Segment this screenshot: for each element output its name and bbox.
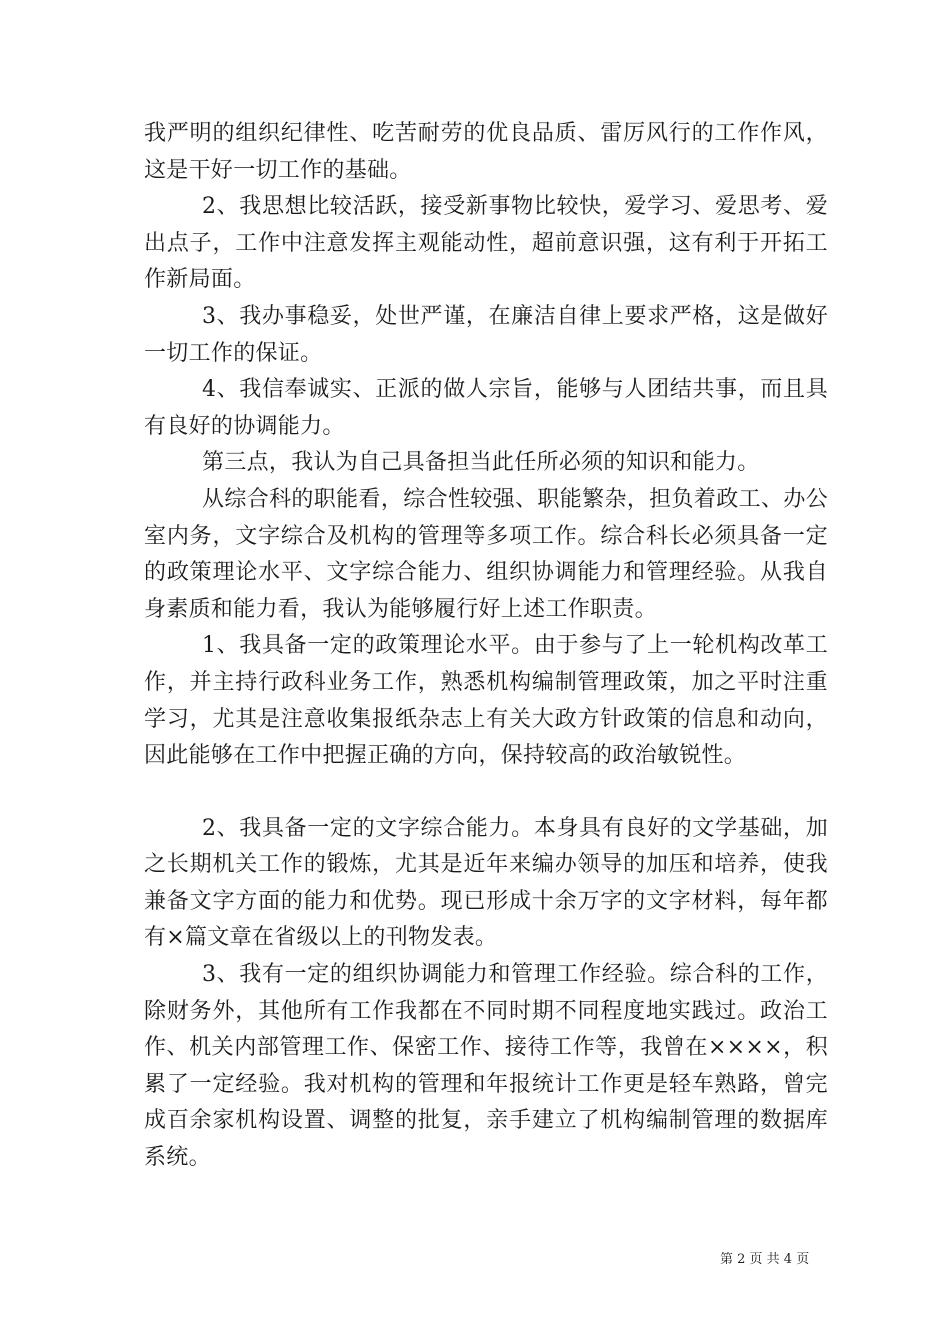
paragraph-ability-1: 1、我具备一定的政策理论水平。由于参与了上一轮机构改革工作，并主持行政科业务工作，熟悉机构编制管理政策，加之平时注重学习，尤其是注意收集报纸杂志上有关大政方针政策的信息和动向，因此能够在工作中把握正确的方向，保持较高的政治敏锐性。: [144, 633, 828, 769]
paragraph-duties: 从综合科的职能看，综合性较强、职能繁杂，担负着政工、办公室内务，文字综合及机构的管理等多项工作。综合科长必须具备一定的政策理论水平、文字综合能力、组织协调能力和管理经验。从我自身素质和能力看，我认为能够履行好上述工作职责。: [144, 486, 828, 622]
page-number: 第 2 页 共 4 页: [720, 1252, 810, 1267]
paragraph-point-3: 3、我办事稳妥，处世严谨，在廉洁自律上要求严格，这是做好一切工作的保证。: [144, 303, 828, 366]
document-body: [144, 116, 828, 1177]
paragraph-point-2: 2、我思想比较活跃，接受新事物比较快，爱学习、爱思考、爱出点子，工作中注意发挥主观能动性，超前意识强，这有利于开拓工作新局面。: [144, 194, 828, 293]
paragraph-ability-3: 3、我有一定的组织协调能力和管理工作经验。综合科的工作，除财务外，其他所有工作我都在不同时期不同程度地实践过。政治工作、机关内部管理工作、保密工作、接待工作等，我曾在××××，积累了一定经验。我对机构的管理和年报统计工作更是轻车熟路，曾完成百余家机构设置、调整的批复，亲手建立了机构编制管理的数据库系统。: [144, 962, 828, 1171]
paragraph-ability-2: 2、我具备一定的文字综合能力。本身具有良好的文学基础，加之长期机关工作的锻炼，尤其是近年来编办领导的加压和培养，使我兼备文字方面的能力和优势。现已形成十余万字的文字材料，每年都有×篇文章在省级以上的刊物发表。: [144, 815, 828, 951]
paragraph-point-4: 4、我信奉诚实、正派的做人宗旨，能够与人团结共事，而且具有良好的协调能力。: [144, 377, 828, 439]
paragraph-continuation: 我严明的组织纪律性、吃苦耐劳的优良品质、雷厉风行的工作作风，这是干好一切工作的基础。: [144, 121, 828, 183]
paragraph-third-point: 第三点，我认为自己具备担当此任所必须的知识和能力。: [202, 450, 760, 476]
